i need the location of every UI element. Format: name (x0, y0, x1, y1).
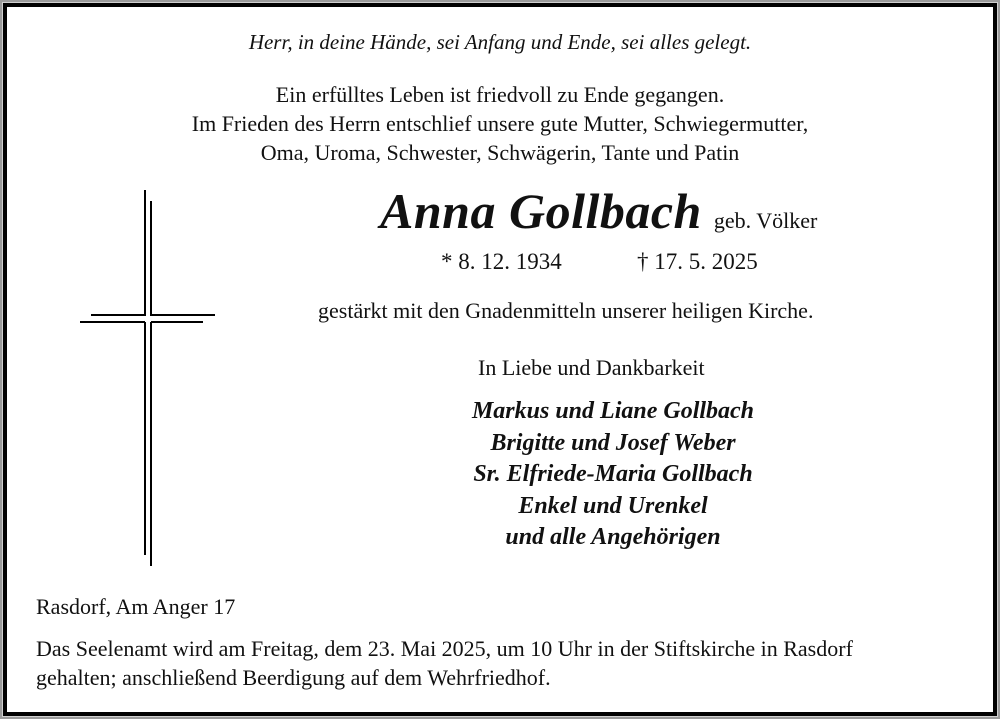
service-info (36, 634, 976, 692)
service-line-2: gehalten; anschließend Beerdigung auf dem Wehrfriedhof. (36, 665, 551, 690)
death-date: † 17. 5. 2025 (637, 249, 758, 274)
cross-icon (78, 188, 218, 572)
motto: Herr, in deine Hände, sei Anfang und Ende, sei alles gelegt. (248, 30, 752, 54)
mourners-list (398, 396, 828, 554)
sacraments-line: gestärkt mit den Gnadenmitteln unserer heiligen Kirche. (318, 298, 814, 323)
address: Rasdorf, Am Anger 17 (36, 594, 236, 619)
deceased-name-row (380, 182, 817, 240)
intro-line-1: Ein erfülltes Leben ist friedvoll zu Ende gegangen. (275, 82, 725, 107)
maiden-name: geb. Völker (713, 208, 818, 233)
deceased-name: Anna Gollbach (380, 183, 702, 239)
mourner: Enkel und Urenkel (518, 492, 708, 519)
mourner: Markus und Liane Gollbach (471, 398, 755, 424)
mourner: Sr. Elfriede-Maria Gollbach (473, 461, 753, 487)
mourner: und alle Angehörigen (505, 524, 721, 550)
birth-date: * 8. 12. 1934 (441, 249, 562, 274)
intro-line-2: Im Frieden des Herrn entschlief unsere gute Mutter, Schwiegermutter, (191, 111, 809, 136)
mourner: Brigitte und Josef Weber (490, 429, 736, 456)
service-line-1: Das Seelenamt wird am Freitag, dem 23. Mai 2025, um 10 Uhr in der Stiftskirche in Rasdorf (36, 636, 853, 661)
intro-line-3: Oma, Uroma, Schwester, Schwägerin, Tante und Patin (260, 140, 740, 165)
thanks-line: In Liebe und Dankbarkeit (478, 355, 705, 380)
